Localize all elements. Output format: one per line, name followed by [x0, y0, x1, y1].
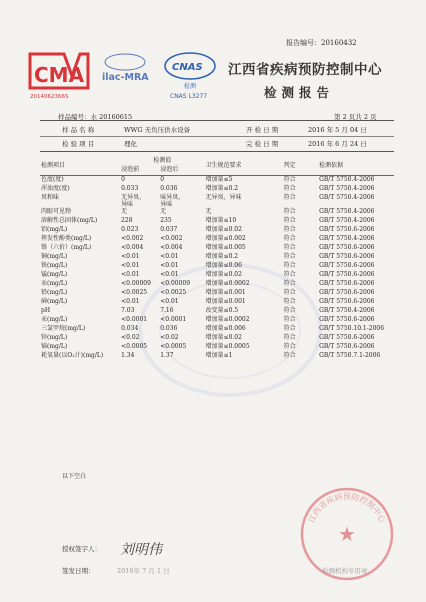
cell-before: <0.004	[121, 244, 144, 252]
cell-item: 铁(mg/L)	[41, 262, 68, 270]
cell-item: 溶解性总固体(mg/L)	[41, 217, 98, 225]
cell-judgement: 符合	[283, 316, 296, 324]
cell-requirement: 无异臭、异味	[205, 194, 242, 201]
cell-after: <0.002	[160, 235, 183, 243]
cell-after: 无	[160, 208, 167, 216]
signer-label: 授权签字人：	[62, 545, 101, 553]
report-title: 检测报告	[264, 85, 335, 100]
cell-requirement: 增加量≤0.06	[205, 262, 242, 270]
cell-item: 铜(mg/L)	[41, 253, 68, 261]
table-row	[40, 352, 394, 361]
cell-after: <0.0005	[160, 343, 187, 351]
table-row	[40, 176, 394, 186]
cell-judgement: 符合	[283, 280, 296, 288]
handwritten-signature	[118, 536, 178, 560]
start-date-label: 开 检 日 期	[246, 126, 279, 134]
cell-after: <0.01	[160, 271, 179, 279]
cell-judgement: 符合	[283, 253, 296, 261]
cnas-logo	[165, 53, 215, 100]
cell-requirement: 改变量≤0.5	[205, 307, 239, 315]
cell-before: <0.01	[121, 271, 140, 279]
cell-judgement: 符合	[283, 343, 296, 351]
cell-before: <0.01	[121, 298, 140, 306]
cell-requirement: 增加量≤0.2	[205, 185, 239, 192]
cell-judgement: 符合	[283, 325, 296, 333]
cell-before: 无异臭、 异味	[121, 194, 146, 209]
cell-before: <0.0005	[121, 343, 148, 351]
cell-requirement: 增加量≤0.02	[205, 226, 242, 234]
page-number: 第 2 页共 2 页	[334, 113, 377, 121]
cell-item: 砷(mg/L)	[41, 298, 68, 306]
cell-before: 228	[121, 217, 133, 225]
cell-after: <0.0001	[160, 316, 187, 324]
cell-judgement: 符合	[283, 352, 296, 360]
cell-after: <0.01	[160, 298, 179, 306]
cell-before: <0.02	[121, 334, 140, 342]
cell-judgement: 符合	[283, 226, 296, 234]
cell-item: 铝(mg/L)	[41, 226, 68, 234]
test-item-value: 理化	[124, 140, 137, 148]
cell-requirement: 增加量≤0.02	[205, 334, 242, 342]
end-of-table-note: 以下空白	[62, 473, 87, 480]
cell-method: GB/T 5750.4-2006	[319, 176, 375, 183]
cell-item: 汞(mg/L)	[41, 280, 68, 288]
header-before: 浸泡前	[121, 166, 140, 173]
header-method: 检测依据	[319, 162, 344, 170]
cell-requirement: 增加量≤0.001	[205, 298, 246, 306]
cell-after: 0.036	[160, 185, 178, 192]
cnas-logo-sub: 检测	[184, 83, 197, 90]
cell-item: 锰(mg/L)	[41, 271, 68, 279]
ilac-logo-text: ilac-MRA	[102, 72, 149, 83]
cell-method: GB/T 5750.6-2006	[319, 244, 375, 252]
cell-method: GB/T 5750.4-2006	[319, 307, 375, 315]
cell-before: 0.023	[121, 226, 139, 234]
cell-method: GB/T 5750.6-2006	[319, 334, 375, 342]
seal-star-icon: ★	[338, 522, 356, 546]
divider-line	[40, 151, 394, 152]
cell-method: GB/T 5750.4-2006	[319, 208, 375, 216]
ilac-mra-logo	[102, 54, 149, 83]
cell-requirement: 增加量≤0.02	[205, 271, 242, 279]
cell-item: 耗氧量(以O₂计)(mg/L)	[41, 352, 104, 360]
cell-before: <0.0025	[121, 289, 148, 297]
cell-judgement: 符合	[283, 271, 296, 279]
sample-name-value: WWG 无负压供水设备	[124, 126, 191, 134]
cell-after: <0.02	[160, 334, 179, 342]
cell-before: 7.03	[121, 307, 135, 315]
seal-label: 检测机构专用章	[322, 567, 368, 575]
cell-after: 1.37	[160, 352, 174, 360]
cell-before: 0.034	[121, 325, 139, 333]
cma-logo	[30, 54, 88, 100]
cell-requirement: 增加量≤0.006	[205, 325, 246, 333]
cell-before: <0.00009	[121, 280, 151, 288]
cell-before: <0.01	[121, 253, 140, 261]
seal-ring-text: 江西省疾病预防控制中心	[307, 492, 387, 525]
cell-after: <0.01	[160, 253, 179, 261]
table-row	[40, 185, 394, 194]
table-row	[40, 194, 394, 208]
cell-judgement: 符合	[283, 235, 296, 243]
cell-method: GB/T 5750.10.1-2006	[319, 325, 385, 333]
sample-name-label: 样 品 名 称	[62, 126, 95, 134]
signature-text: 刘明伟	[120, 542, 162, 558]
divider-line	[40, 136, 394, 137]
cell-method: GB/T 5750.4-2006	[319, 235, 375, 243]
cell-method: GB/T 5750.6-2006	[319, 262, 375, 270]
issue-date-value: 2016年 7 月 1 日	[117, 567, 170, 575]
cell-after: 235	[160, 217, 172, 225]
report-number: 报告编号：20160432	[286, 39, 357, 47]
cell-after: 0.037	[160, 226, 178, 234]
cell-method: GB/T 5750.6-2006	[319, 253, 375, 261]
cell-after: 0.036	[160, 325, 178, 333]
cell-requirement: 增加量≤0.005	[205, 244, 246, 252]
cell-after: 0	[160, 176, 165, 183]
cell-requirement: 增加量≤0.0005	[205, 343, 250, 351]
cell-judgement: 符合	[283, 307, 296, 315]
cell-before: 0.033	[121, 185, 139, 192]
cell-item: 色度(度)	[41, 176, 64, 183]
cell-item: 锌(mg/L)	[41, 334, 68, 342]
cell-before: 1.34	[121, 352, 135, 360]
cell-requirement: 增加量≤0.001	[205, 289, 246, 297]
cell-judgement: 符合	[283, 334, 296, 342]
end-date-label: 完 检 日 期	[246, 140, 279, 148]
results-table	[40, 157, 394, 361]
cell-judgement: 符合	[283, 176, 296, 183]
cell-after: <0.01	[160, 262, 179, 270]
cell-requirement: 增加量≤0.002	[205, 235, 246, 243]
cell-item: pH	[41, 307, 51, 315]
cell-before: <0.01	[121, 262, 140, 270]
header-after: 浸泡后	[160, 166, 179, 173]
cell-method: GB/T 5750.7.1-2006	[319, 352, 381, 360]
cell-judgement: 符合	[283, 194, 296, 201]
cell-requirement: 增加量≤0.0002	[205, 280, 250, 288]
start-date-value: 2016 年 5 月 04 日	[308, 126, 367, 134]
header-value-group: 检测值	[153, 157, 172, 164]
cell-method: GB/T 5750.6-2006	[319, 343, 375, 351]
cell-requirement: 增加量≤1	[205, 352, 233, 360]
cell-requirement: 增加量≤5	[205, 176, 233, 183]
header-requirement: 卫生规范要求	[205, 162, 242, 170]
cell-after: <0.0025	[160, 289, 187, 297]
cell-item: 三氯甲烷(mg/L)	[41, 325, 86, 333]
cell-item: 铅(mg/L)	[41, 289, 68, 297]
cell-after: 7.16	[160, 307, 174, 315]
cell-method: GB/T 5750.6-2006	[319, 298, 375, 306]
certification-logos	[28, 48, 218, 108]
cell-judgement: 符合	[283, 244, 296, 252]
cma-logo-text: CMA	[34, 63, 85, 87]
cell-item: 铬（六价）(mg/L)	[41, 244, 92, 252]
cell-method: GB/T 5750.6-2006	[319, 226, 375, 234]
cell-item: 臭和味	[41, 194, 60, 201]
table-header-row	[40, 157, 394, 166]
cell-judgement: 符合	[283, 298, 296, 306]
cell-item: 肉眼可见物	[41, 208, 72, 216]
test-item-label: 检 验 项 目	[62, 140, 95, 148]
cell-item: 镉(mg/L)	[41, 343, 68, 351]
cell-method: GB/T 5750.6-2006	[319, 316, 375, 324]
cell-method: GB/T 5750.6-2006	[319, 271, 375, 279]
cell-method: GB/T 5750.4-2006	[319, 185, 375, 192]
cell-after: 味异臭、 异味	[160, 194, 185, 209]
cell-after: <0.004	[160, 244, 183, 252]
cell-item: 挥发性酚类(mg/L)	[41, 235, 92, 243]
cell-before: 0	[121, 176, 125, 183]
end-date-value: 2016 年 6 月 24 日	[308, 140, 367, 148]
cell-method: GB/T 5750.4-2006	[319, 217, 375, 225]
issue-date-label: 签发日期：	[62, 567, 95, 575]
organization-name: 江西省疾病预防控制中心	[228, 62, 382, 78]
cell-requirement: 增加量≤0.2	[205, 253, 239, 261]
cell-requirement: 增加量≤10	[205, 217, 237, 225]
cell-before: <0.0001	[121, 316, 148, 324]
cell-item: 浑浊度(度)	[41, 185, 70, 192]
cell-method: GB/T 5750.6-2006	[319, 289, 375, 297]
cnas-logo-text: CNAS	[172, 62, 203, 73]
cell-requirement: 增加量≤0.0002	[205, 316, 250, 324]
cell-before: 无	[121, 208, 128, 216]
cnas-logo-number: CNAS L3277	[170, 93, 208, 100]
cell-judgement: 符合	[283, 208, 296, 216]
header-item: 检测项目	[41, 162, 66, 170]
divider-line	[40, 120, 394, 121]
cell-requirement: 无	[205, 208, 212, 216]
cell-judgement: 符合	[283, 217, 296, 225]
cell-after: <0.00009	[160, 280, 191, 288]
header-judgement: 判定	[283, 162, 296, 170]
cell-method: GB/T 5750.4-2006	[319, 194, 375, 201]
cell-judgement: 符合	[283, 262, 296, 270]
cell-before: <0.002	[121, 235, 144, 243]
cell-method: GB/T 5750.6-2006	[319, 280, 375, 288]
cma-logo-number: 2014062366S	[30, 94, 69, 100]
cell-judgement: 符合	[283, 185, 296, 192]
sample-number: 样品编号：水 20160615	[58, 113, 133, 121]
cell-judgement: 符合	[283, 289, 296, 297]
cell-item: 汞(mg/L)	[41, 316, 68, 324]
